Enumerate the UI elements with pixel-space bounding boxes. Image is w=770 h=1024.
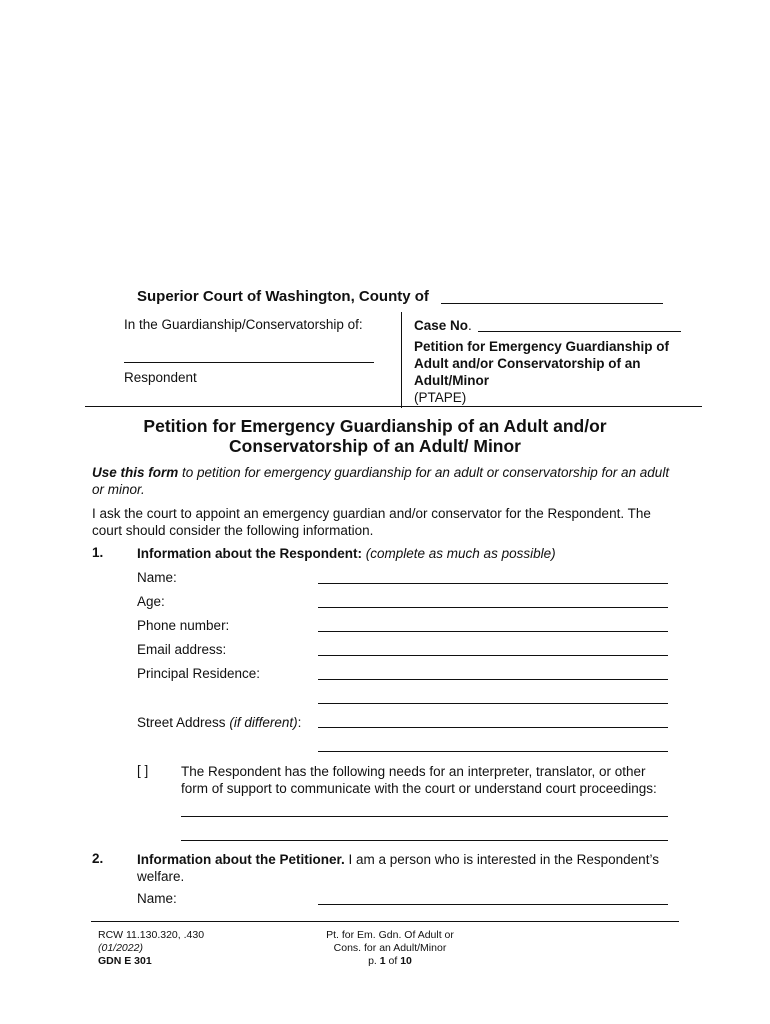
respondent-phone-input[interactable] xyxy=(318,631,668,632)
footer-left xyxy=(98,929,204,968)
footer-short-title-1: Pt. for Em. Gdn. Of Adult or xyxy=(326,929,454,941)
intro-paragraph: I ask the court to appoint an emergency guardian and/or conservator for the Respondent. The court should consider the following information. xyxy=(92,506,651,538)
respondent-name-field[interactable] xyxy=(124,362,374,363)
case-number-field[interactable] xyxy=(478,331,681,332)
section-2-heading: Information about the Petitioner. I am a person who is interested in the Respondent’s welfare. xyxy=(137,852,659,884)
street-address-input[interactable] xyxy=(318,727,668,728)
footer-rule xyxy=(91,921,679,922)
street-address-label: Street Address (if different): xyxy=(137,715,302,730)
petitioner-name-label: Name: xyxy=(137,891,177,906)
respondent-age-label: Age: xyxy=(137,594,165,609)
street-address-input-2[interactable] xyxy=(318,751,668,752)
page-title xyxy=(90,416,660,456)
section-1-heading: Information about the Respondent: (complete as much as possible) xyxy=(137,546,556,561)
court-title: Superior Court of Washington, County of xyxy=(137,288,429,305)
principal-residence-input[interactable] xyxy=(318,679,668,680)
principal-residence-input-2[interactable] xyxy=(318,703,668,704)
footer-short-title-2: Cons. for an Adult/Minor xyxy=(333,942,447,954)
instructions: Use this form to petition for emergency guardianship for an adult or conservatorship for an adult or minor. xyxy=(92,465,670,497)
caption-divider-vertical xyxy=(401,312,402,408)
respondent-label: Respondent xyxy=(124,370,197,385)
section-1-number: 1. xyxy=(92,545,104,560)
case-no-label: Case No. xyxy=(414,318,472,333)
interpreter-needs-text: The Respondent has the following needs for an interpreter, translator, or other form of support to communicate with the court or understand court proceedings: xyxy=(181,764,657,796)
form-code: (PTAPE) xyxy=(414,390,467,405)
footer-rcw: RCW 11.130.320, .430 xyxy=(98,929,205,941)
caption-divider-horizontal xyxy=(85,406,702,407)
principal-residence-label: Principal Residence: xyxy=(137,666,261,681)
footer-form-id: GDN E 301 xyxy=(98,955,152,967)
respondent-name-label: Name: xyxy=(137,570,177,585)
footer-page-number: p. 1 of 10 xyxy=(368,955,412,967)
respondent-age-input[interactable] xyxy=(318,607,668,608)
respondent-phone-label: Phone number: xyxy=(137,618,230,633)
interpreter-checkbox[interactable]: [ ] xyxy=(137,763,149,778)
county-field[interactable] xyxy=(441,303,663,304)
petitioner-name-input[interactable] xyxy=(318,904,668,905)
respondent-name-input[interactable] xyxy=(318,583,668,584)
footer-center xyxy=(290,929,490,968)
respondent-email-input[interactable] xyxy=(318,655,668,656)
interpreter-needs-input[interactable] xyxy=(181,816,668,817)
page-title-line-2: Conservatorship of an Adult/ Minor xyxy=(229,436,521,456)
interpreter-needs-input-2[interactable] xyxy=(181,840,668,841)
caption-form-title: Petition for Emergency Guardianship of Adult and/or Conservatorship of an Adult/Minor xyxy=(414,339,670,388)
page-title-line-1: Petition for Emergency Guardianship of an Adult and/or xyxy=(143,416,607,436)
respondent-email-label: Email address: xyxy=(137,642,227,657)
footer-date: (01/2022) xyxy=(98,942,143,954)
guardianship-of-label: In the Guardianship/Conservatorship of: xyxy=(124,317,363,332)
section-2-number: 2. xyxy=(92,851,104,866)
